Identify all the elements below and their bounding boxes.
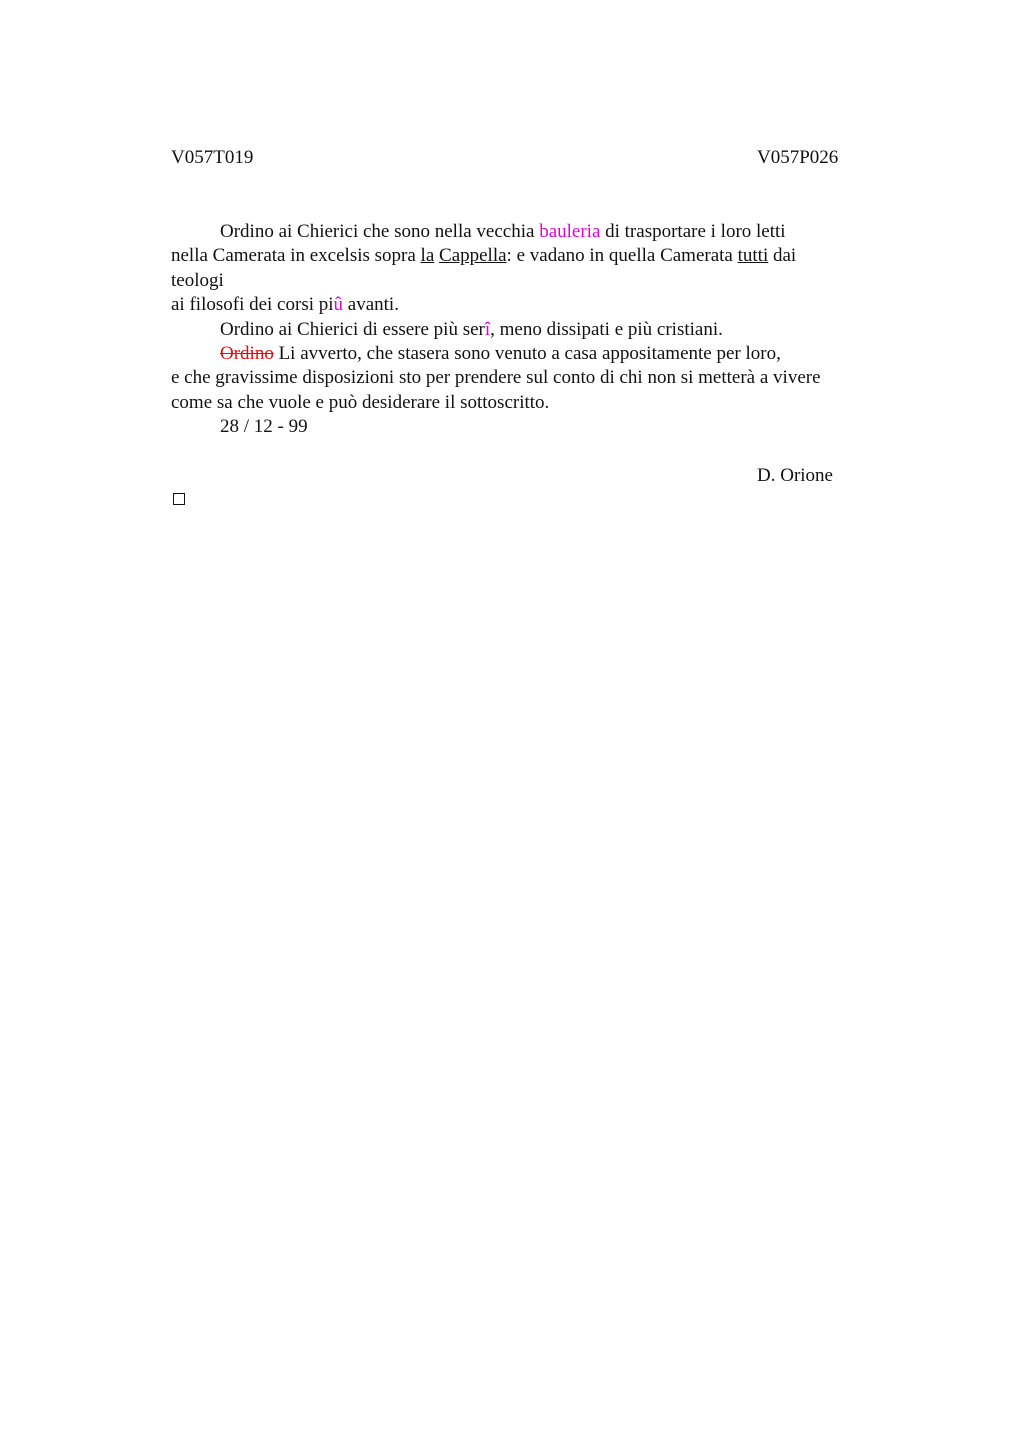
paragraph-3-line-1	[171, 342, 891, 366]
highlighted-word: bauleria	[539, 221, 601, 242]
text-run: avanti.	[343, 294, 399, 316]
underlined-word: Cappella	[439, 245, 507, 267]
text-run: di trasportare i loro letti	[600, 221, 786, 242]
checkbox-square-icon	[173, 493, 185, 505]
highlighted-char: û	[333, 294, 344, 316]
paragraph-1-line-2	[171, 244, 891, 268]
text-run: ai filosofi dei corsi pi	[171, 294, 334, 316]
paragraph-2	[171, 318, 891, 342]
struck-word: Ordino	[220, 343, 274, 365]
paragraph-3-line-2: e che gravissime disposizioni sto per prendere sul conto di chi non si metterà a vivere	[171, 367, 821, 389]
document-date: 28 / 12 - 99	[220, 416, 308, 438]
paragraph-3-line-3: come sa che vuole e può desiderare il sottoscritto.	[171, 391, 550, 413]
paragraph-1-line-4	[171, 293, 891, 317]
signature: D. Orione	[757, 465, 833, 486]
text-run: dai	[768, 245, 797, 267]
document-code-right: V057P026	[757, 147, 839, 168]
document-code-left: V057T019	[171, 147, 254, 168]
highlighted-char: î	[484, 318, 491, 340]
text-run: , meno dissipati e più cristiani.	[490, 318, 723, 340]
paragraph-1-line-1	[171, 220, 891, 244]
text-run: : e vadano in quella Camerata	[506, 245, 738, 267]
text-run: Li avverto, che stasera sono venuto a casa appositamente per loro,	[273, 343, 781, 365]
underlined-word: tutti	[737, 245, 769, 267]
text-run: nella Camerata in excelsis sopra	[171, 245, 421, 267]
underlined-word: la	[420, 245, 435, 267]
text-run: Ordino ai Chierici di essere più ser	[220, 318, 485, 340]
document-body	[171, 220, 891, 440]
paragraph-1-line-3: teologi	[171, 269, 224, 291]
text-run: Ordino ai Chierici che sono nella vecchia	[220, 221, 540, 242]
